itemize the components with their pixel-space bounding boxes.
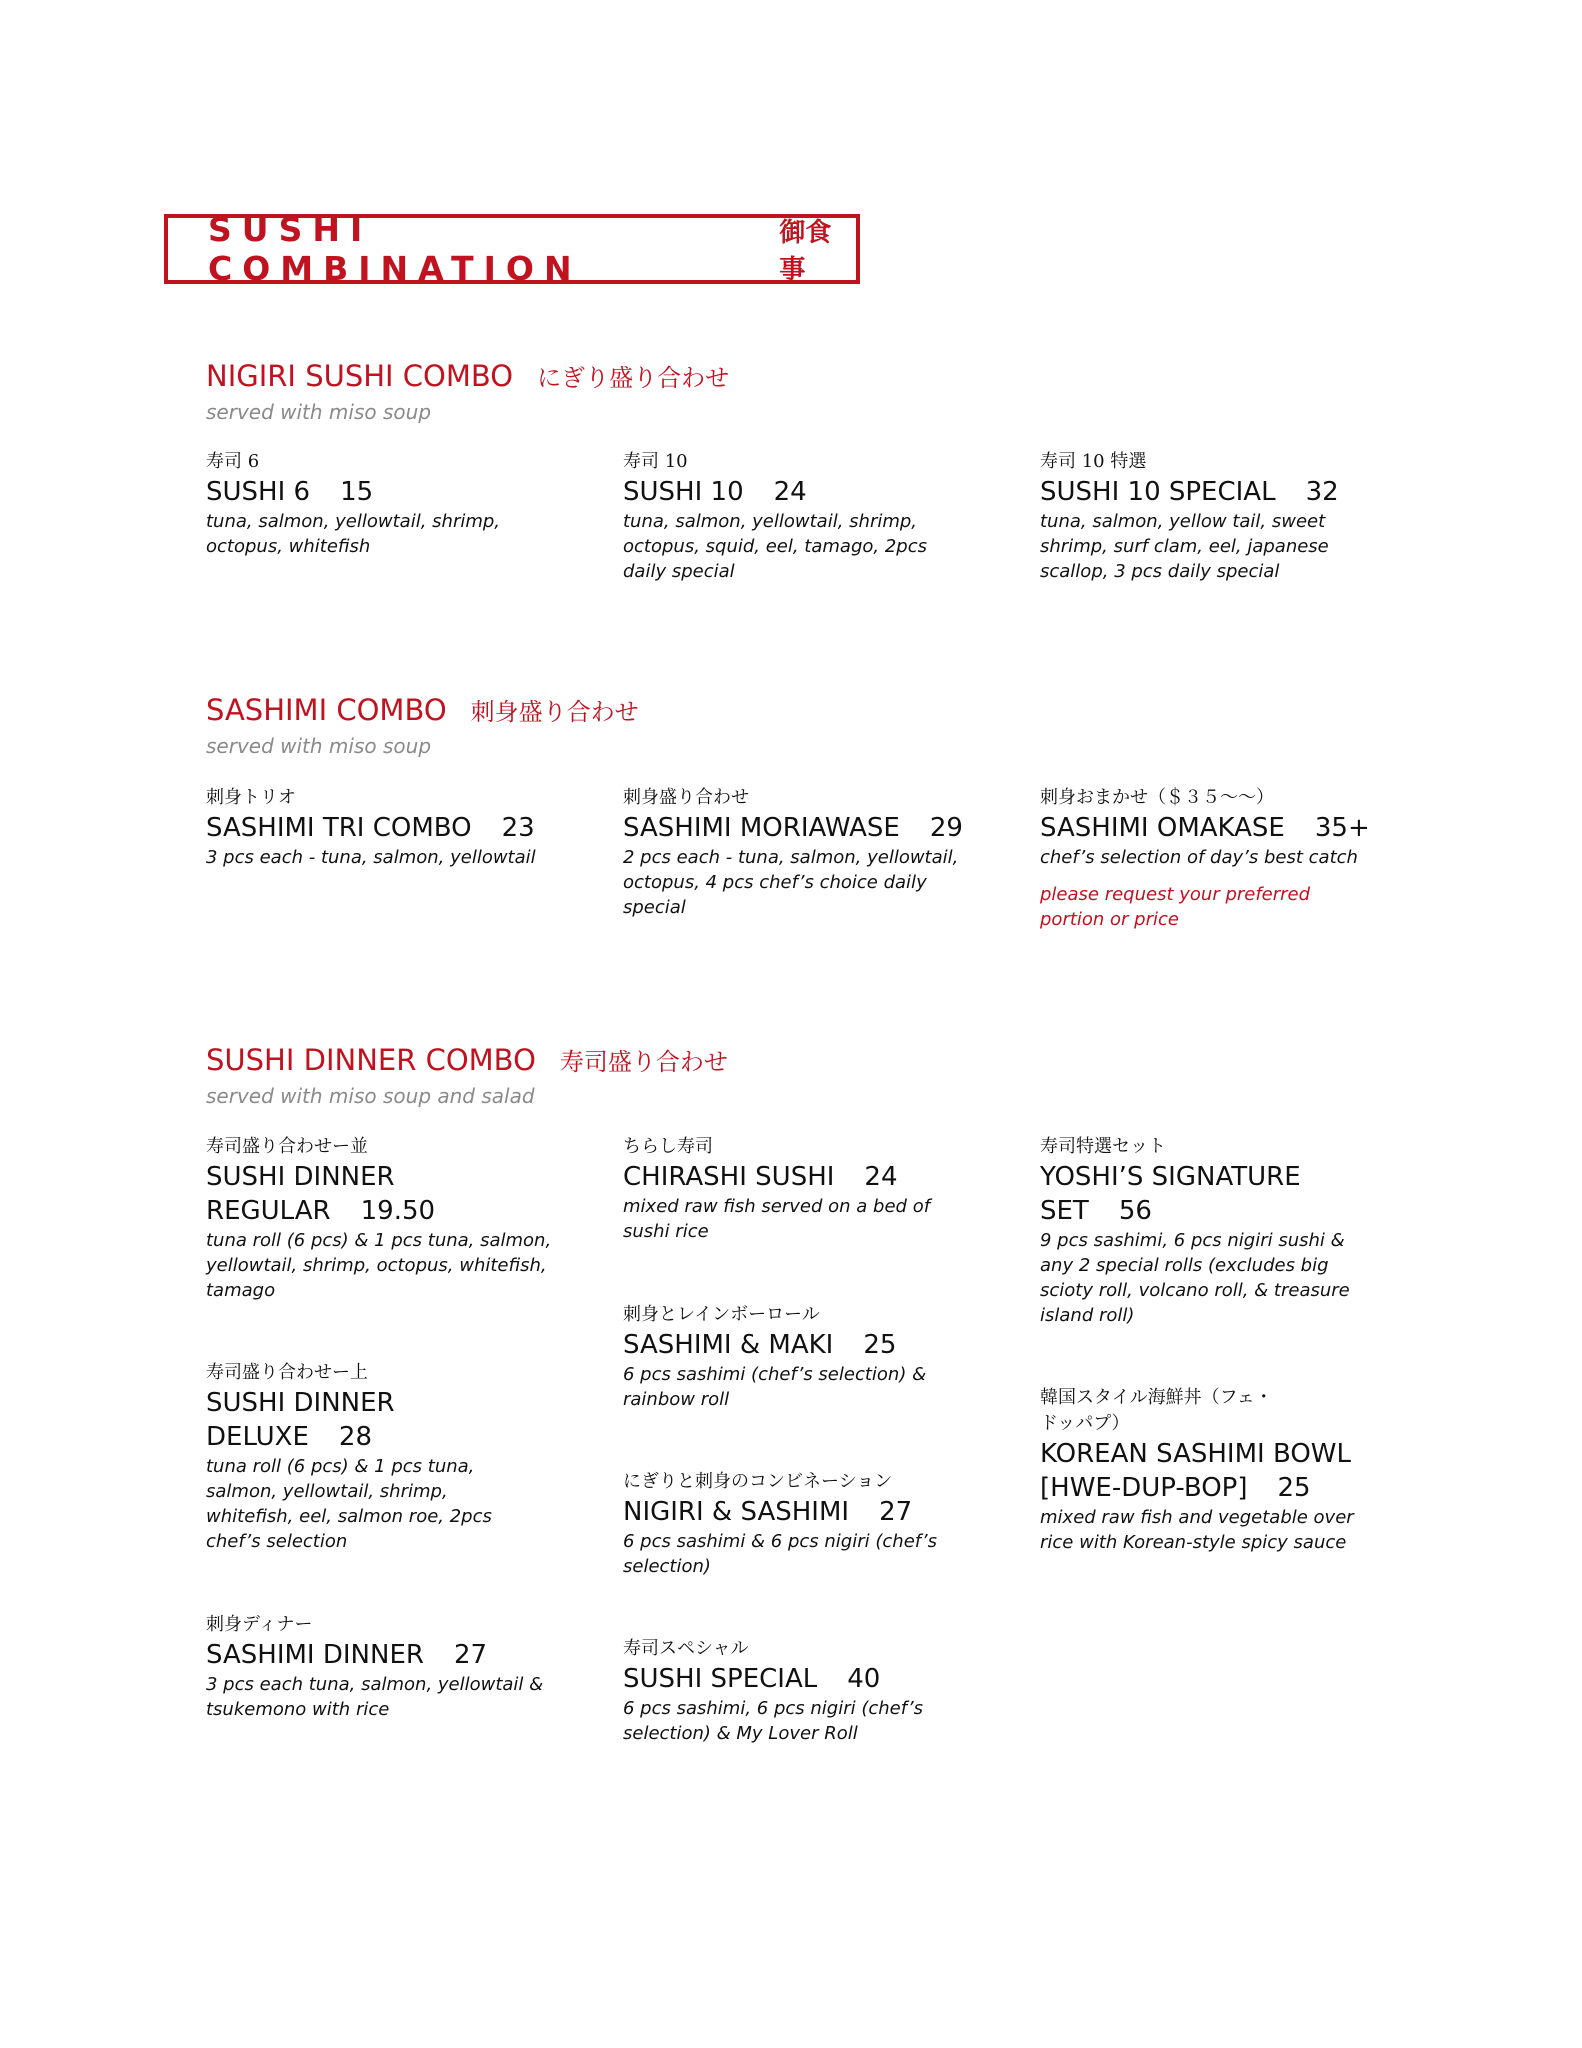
item-description: 3 pcs each - tuna, salmon, yellowtail — [206, 847, 536, 868]
menu-title: SUSHI COMBINATION — [208, 210, 582, 288]
item-name: SUSHI 10 SPECIAL 32 — [1040, 477, 1339, 507]
menu-item-sushi-dinner-deluxe — [206, 1360, 536, 1554]
item-description: chef’s selection of day’s best catch — [1040, 847, 1358, 868]
item-description: tuna, salmon, yellowtail, shrimp, octopus, whitefish — [206, 511, 501, 557]
item-jp-name: 韓国スタイル海鮮丼（フェ・ドッパプ） — [1040, 1387, 1273, 1434]
section-title-jp: にぎり盛り合わせ — [537, 364, 730, 392]
item-price: 25 — [863, 1330, 897, 1360]
item-description: 2 pcs each - tuna, salmon, yellowtail, octopus, 4 pcs chef’s choice daily special — [623, 847, 959, 918]
menu-item-sashimi-moriawase — [623, 785, 963, 920]
menu-item-sashimi-omakase — [1040, 785, 1380, 932]
item-name: SASHIMI DINNER 27 — [206, 1640, 488, 1670]
item-jp-name: にぎりと刺身のコンビネーション — [623, 1471, 893, 1492]
menu-title-box — [164, 210, 860, 288]
menu-item-yoshis-signature-set — [1040, 1134, 1380, 1328]
item-jp-name: ちらし寿司 — [623, 1136, 713, 1157]
item-jp-name: 寿司 10 特選 — [1040, 451, 1147, 472]
section-subtitle: served with miso soup — [206, 734, 432, 758]
item-jp-name: 刺身トリオ — [206, 787, 296, 808]
item-description: mixed raw fish served on a bed of sushi rice — [623, 1196, 931, 1242]
section-title: SUSHI DINNER COMBO — [206, 1043, 536, 1077]
menu-item-sushi-10-special — [1040, 449, 1370, 584]
section-title-jp: 寿司盛り合わせ — [559, 1048, 728, 1076]
item-name: SASHIMI MORIAWASE 29 — [623, 813, 963, 843]
section-title: SASHIMI COMBO — [206, 693, 447, 727]
item-price: 23 — [501, 813, 535, 843]
item-description: 6 pcs sashimi & 6 pcs nigiri (chef’s selection) — [623, 1531, 938, 1577]
item-name: YOSHI’S SIGNATURE SET 56 — [1040, 1162, 1301, 1226]
item-price: 25 — [1277, 1473, 1311, 1503]
item-price: 32 — [1305, 477, 1339, 507]
item-price: 24 — [773, 477, 807, 507]
menu-item-sushi-10 — [623, 449, 953, 584]
menu-item-sashimi-dinner — [206, 1612, 546, 1722]
item-description: 6 pcs sashimi (chef’s selection) & rainbow roll — [623, 1364, 927, 1410]
item-name: SUSHI 6 15 — [206, 477, 374, 507]
item-jp-name: 寿司盛り合わせー上 — [206, 1362, 368, 1383]
item-jp-name: 刺身とレインボーロール — [623, 1304, 820, 1325]
menu-item-sushi-dinner-regular — [206, 1134, 566, 1303]
menu-item-sushi-special — [623, 1636, 953, 1746]
item-name: SUSHI DINNER REGULAR 19.50 — [206, 1162, 436, 1226]
item-description: tuna roll (6 pcs) & 1 pcs tuna, salmon, yellowtail, shrimp, octopus, whitefish, tamago — [206, 1230, 552, 1301]
item-name: SUSHI DINNER DELUXE 28 — [206, 1388, 395, 1452]
item-price: 40 — [847, 1664, 881, 1694]
item-jp-name: 寿司スペシャル — [623, 1638, 749, 1659]
item-description: mixed raw fish and vegetable over rice with Korean-style spicy sauce — [1040, 1507, 1354, 1553]
section-dinner-header — [206, 1042, 1406, 1108]
menu-item-korean-sashimi-bowl — [1040, 1385, 1380, 1555]
item-description: 9 pcs sashimi, 6 pcs nigiri sushi & any 2 special rolls (excludes big scioty roll, volcano roll, & treasure island roll) — [1040, 1230, 1350, 1326]
item-price: 19.50 — [360, 1196, 436, 1226]
item-name: KOREAN SASHIMI BOWL [HWE-DUP-BOP] 25 — [1040, 1439, 1351, 1503]
item-name: SASHIMI OMAKASE 35+ — [1040, 813, 1370, 843]
item-jp-name: 刺身盛り合わせ — [623, 787, 749, 808]
item-name: CHIRASHI SUSHI 24 — [623, 1162, 898, 1192]
item-jp-name: 寿司特選セット — [1040, 1136, 1166, 1157]
item-name: NIGIRI & SASHIMI 27 — [623, 1497, 913, 1527]
menu-title-jp: 御食事 — [779, 218, 832, 285]
item-price: 35+ — [1314, 813, 1370, 843]
item-jp-name: 刺身おまかせ（＄３５〜〜） — [1040, 787, 1274, 808]
item-name: SUSHI SPECIAL 40 — [623, 1664, 881, 1694]
item-price: 28 — [338, 1422, 373, 1452]
section-title: NIGIRI SUSHI COMBO — [206, 359, 514, 393]
menu-item-sashimi-maki — [623, 1302, 953, 1412]
section-nigiri-header — [206, 358, 1406, 424]
item-name: SASHIMI TRI COMBO 23 — [206, 813, 535, 843]
item-jp-name: 刺身ディナー — [206, 1614, 313, 1635]
item-jp-name: 寿司 6 — [206, 451, 260, 472]
item-price: 24 — [864, 1162, 898, 1192]
item-name: SASHIMI & MAKI 25 — [623, 1330, 897, 1360]
menu-item-chirashi-sushi — [623, 1134, 953, 1244]
item-description: 3 pcs each tuna, salmon, yellowtail & tsukemono with rice — [206, 1674, 544, 1720]
item-description: tuna, salmon, yellow tail, sweet shrimp, surf clam, eel, japanese scallop, 3 pcs daily special — [1040, 511, 1329, 582]
item-price: 27 — [453, 1640, 488, 1670]
item-description: tuna roll (6 pcs) & 1 pcs tuna, salmon, yellowtail, shrimp, whitefish, eel, salmon roe, 2pcs chef’s selection — [206, 1456, 492, 1552]
menu-item-nigiri-sashimi — [623, 1469, 953, 1579]
item-jp-name: 寿司盛り合わせー並 — [206, 1136, 368, 1157]
item-price: 56 — [1118, 1196, 1152, 1226]
item-price: 29 — [929, 813, 963, 843]
section-title-jp: 刺身盛り合わせ — [470, 698, 639, 726]
section-subtitle: served with miso soup — [206, 400, 432, 424]
section-subtitle: served with miso soup and salad — [206, 1084, 535, 1108]
item-description: tuna, salmon, yellowtail, shrimp, octopus, squid, eel, tamago, 2pcs daily special — [623, 511, 927, 582]
item-jp-name: 寿司 10 — [623, 451, 688, 472]
item-price: 27 — [879, 1497, 913, 1527]
section-sashimi-header — [206, 692, 1406, 758]
item-price: 15 — [340, 477, 374, 507]
menu-item-sashimi-tri-combo — [206, 785, 536, 870]
item-note: please request your preferred portion or price — [1040, 884, 1311, 930]
item-description: 6 pcs sashimi, 6 pcs nigiri (chef’s selection) & My Lover Roll — [623, 1698, 923, 1744]
item-name: SUSHI 10 24 — [623, 477, 807, 507]
menu-item-sushi-6 — [206, 449, 536, 559]
